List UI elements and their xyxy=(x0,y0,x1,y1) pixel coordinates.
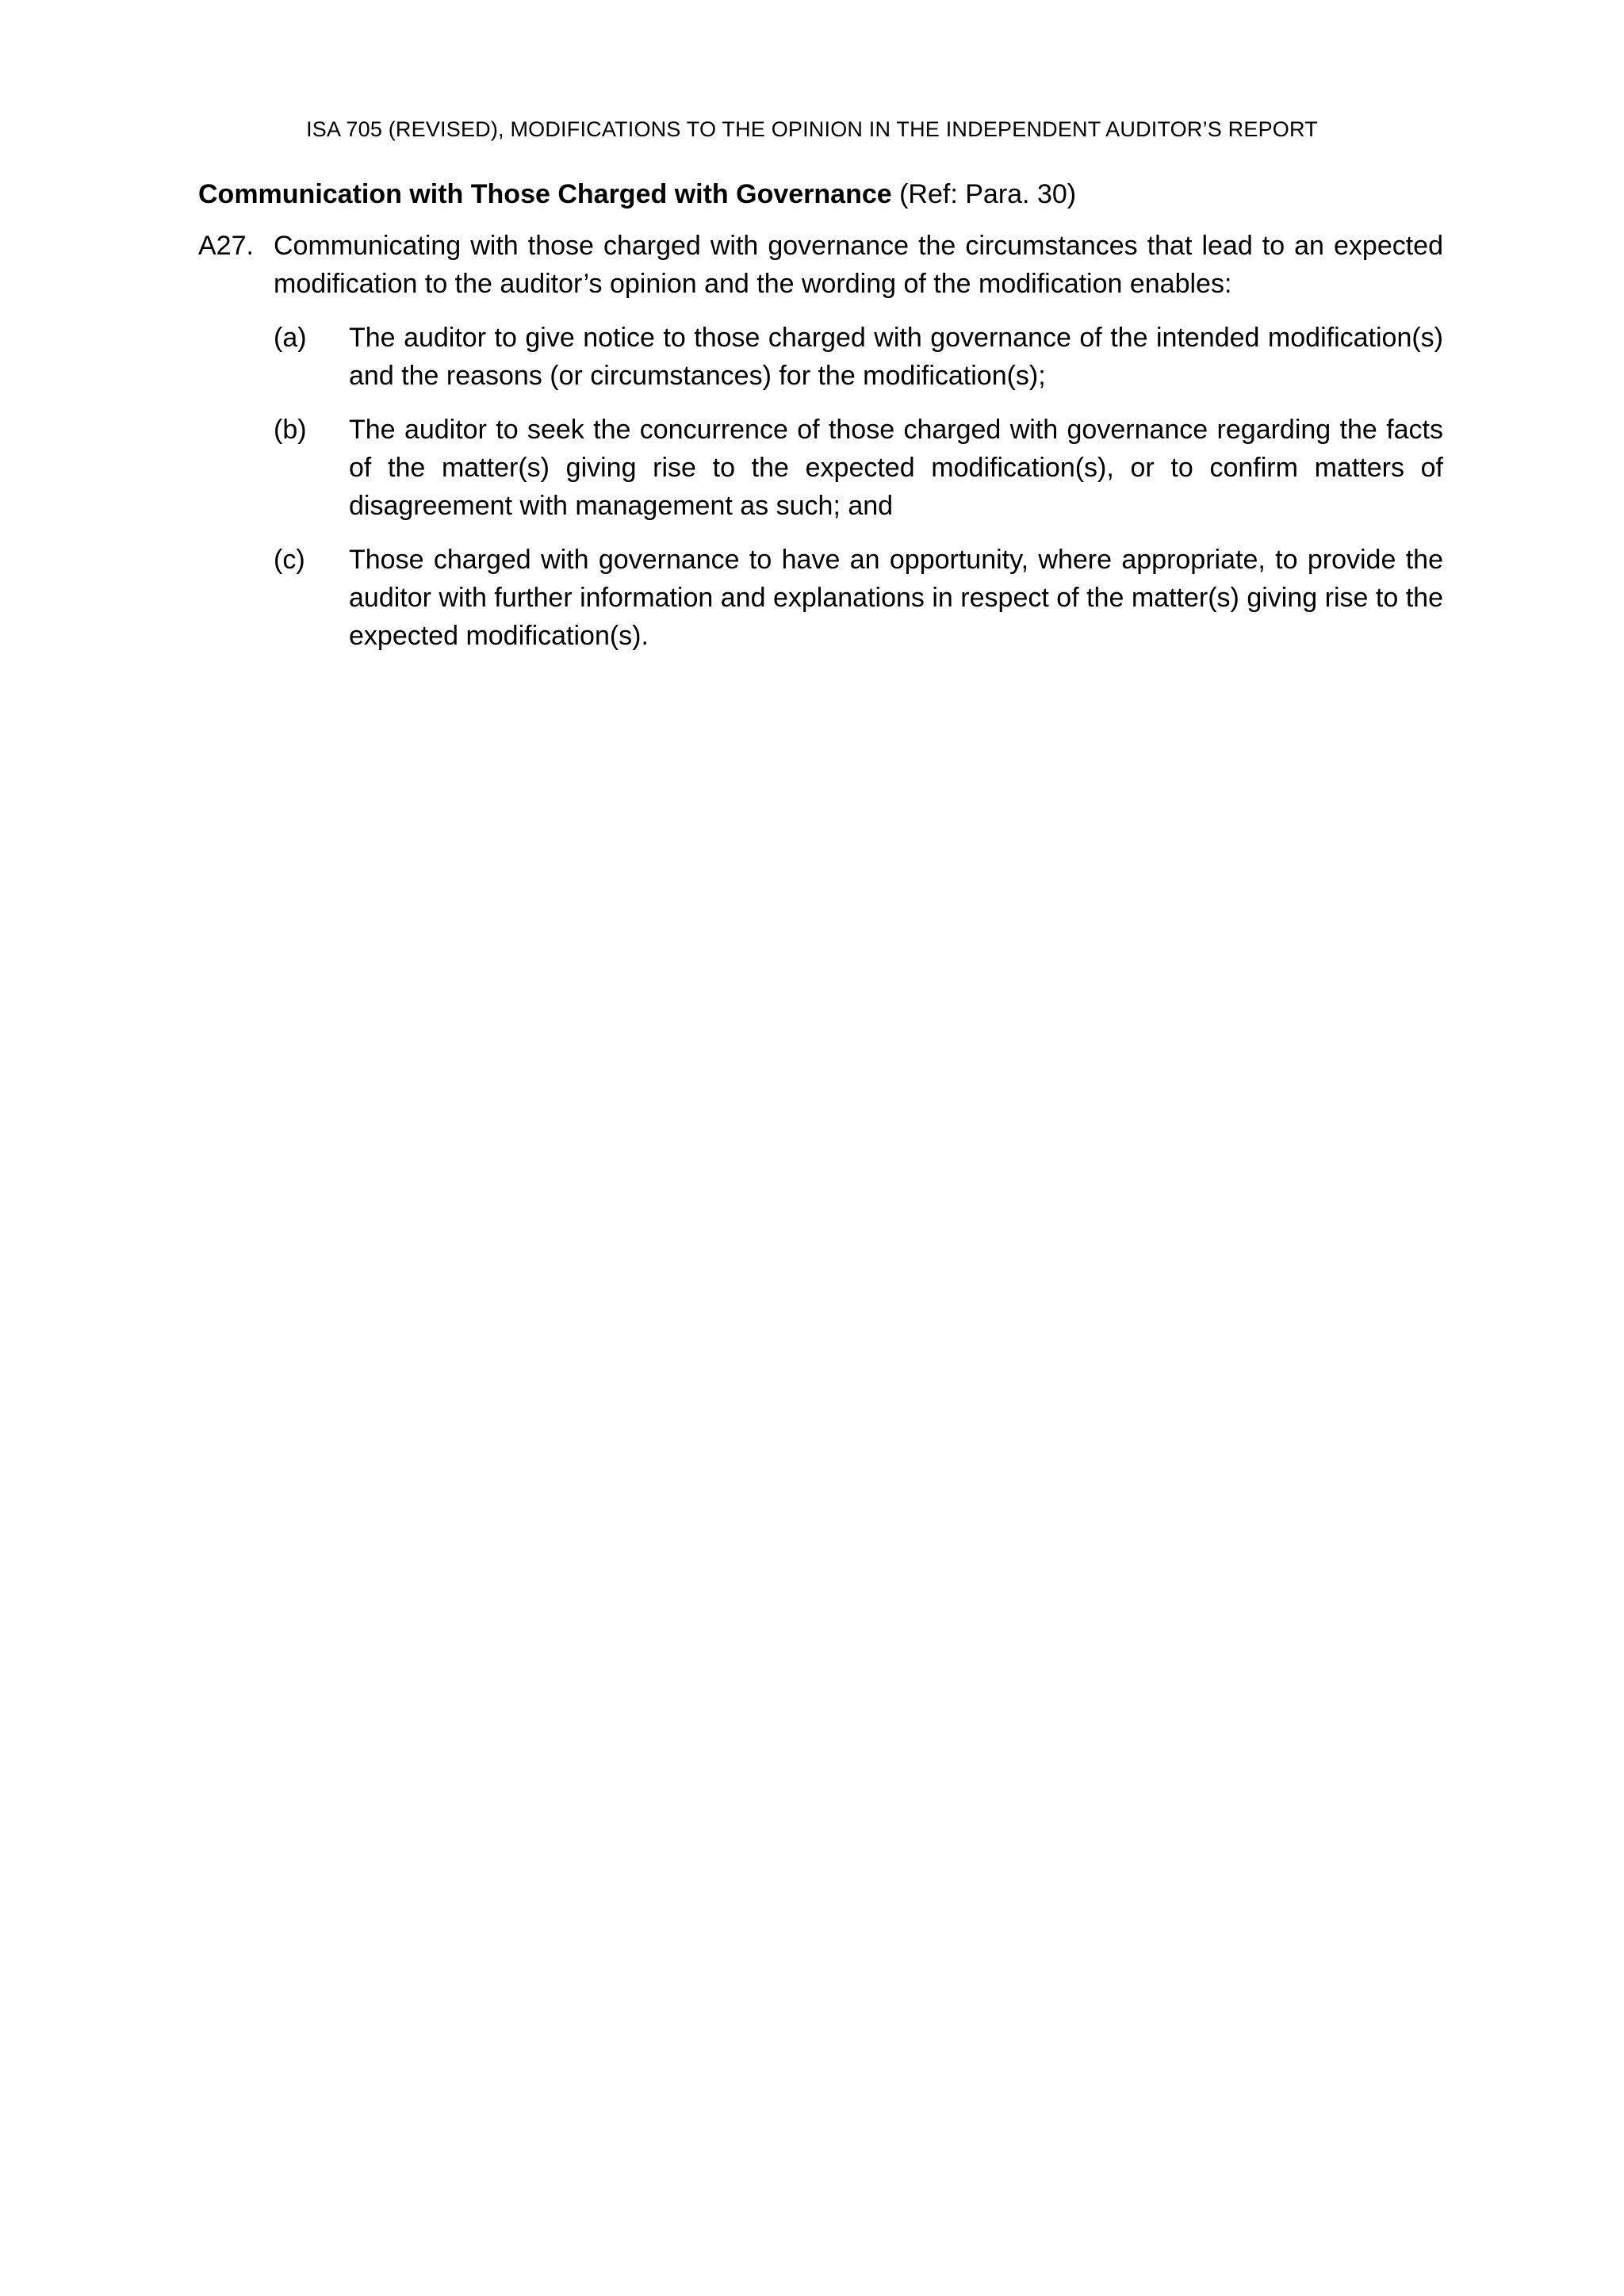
list-item-label: (b) xyxy=(274,415,307,445)
sub-item-list xyxy=(274,319,1443,655)
list-item xyxy=(274,541,1443,655)
list-item xyxy=(274,319,1443,395)
paragraph-number: A27. xyxy=(198,231,254,261)
section-heading-reference: (Ref: Para. 30) xyxy=(899,179,1077,209)
section-heading xyxy=(198,178,1443,211)
list-item-label: (c) xyxy=(274,545,305,575)
page-header: ISA 705 (REVISED), MODIFICATIONS TO THE OPINION IN THE INDEPENDENT AUDITOR’S REPORT xyxy=(306,117,1318,141)
section-heading-title: Communication with Those Charged with Governance xyxy=(198,179,892,209)
list-item xyxy=(274,411,1443,525)
document-body xyxy=(198,178,1443,671)
paragraph-text: Communicating with those charged with governance the circumstances that lead to an expected modification to the auditor’s opinion and the wording of the modification enables: xyxy=(274,231,1443,299)
list-item-text: The auditor to give notice to those charged with governance of the intended modification(s) and the reasons (or circumstances) for the modification(s); xyxy=(349,323,1443,391)
list-item-text: Those charged with governance to have an opportunity, where appropriate, to provide the auditor with further information and explanations in respect of the matter(s) giving rise to the expected modification(s). xyxy=(349,545,1443,651)
list-item-label: (a) xyxy=(274,323,307,353)
paragraph-a27 xyxy=(198,227,1443,671)
paragraph-body xyxy=(274,227,1443,671)
list-item-text: The auditor to seek the concurrence of those charged with governance regarding the facts of the matter(s) giving rise to the expected modification(s), or to confirm matters of disagreement with management as such; and xyxy=(349,415,1443,521)
